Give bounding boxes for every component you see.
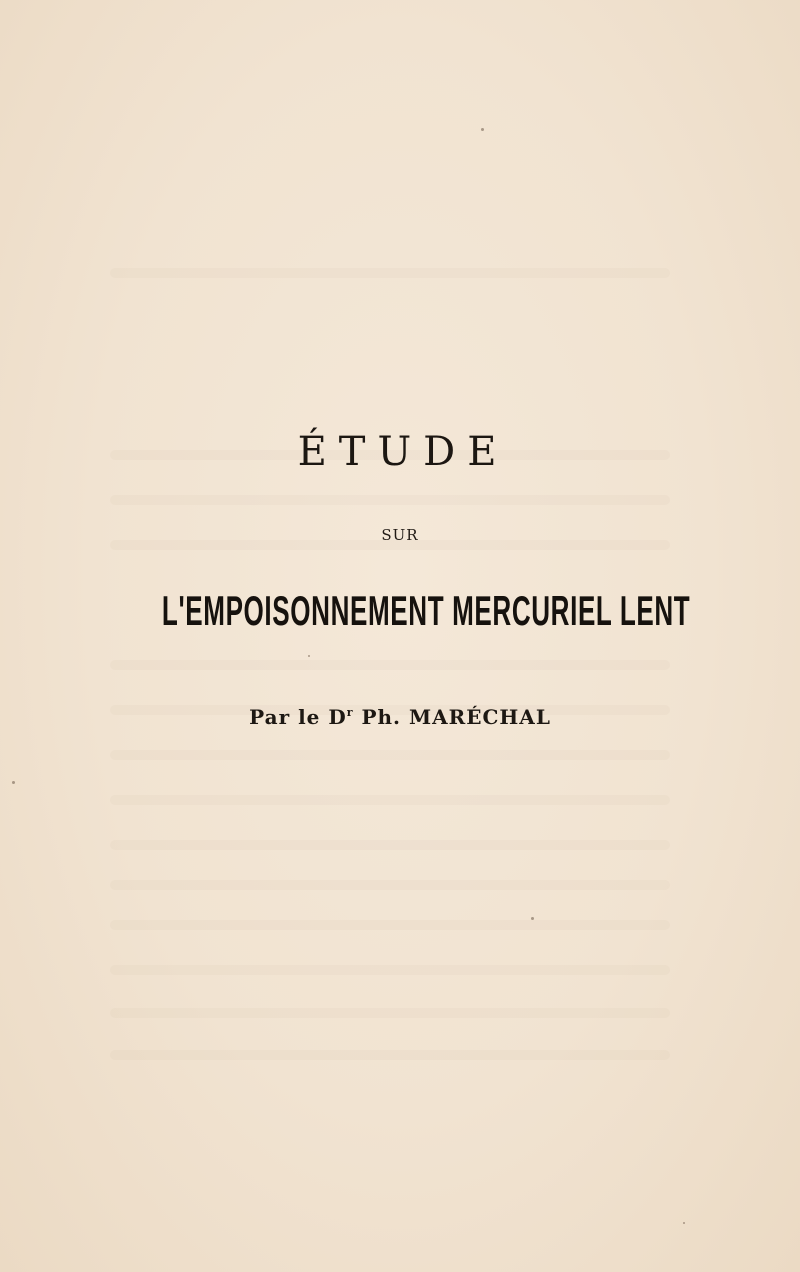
author-prefix: Par le D (249, 705, 347, 729)
show-through-line (110, 1008, 670, 1018)
paper-speck (531, 917, 534, 920)
title-etude: ÉTUDE (297, 429, 509, 475)
show-through-line (110, 795, 670, 805)
show-through-line (110, 965, 670, 975)
title-main (0, 587, 800, 634)
show-through-line (110, 920, 670, 930)
title-main-text: L'EMPOISONNEMENT MERCURIEL LENT (161, 587, 691, 634)
paper-speck (308, 655, 310, 657)
paper-speck (12, 781, 15, 784)
show-through-line (110, 840, 670, 850)
show-through-line (110, 495, 670, 505)
show-through-line (110, 268, 670, 278)
paper-speck (481, 128, 484, 131)
author-line (0, 707, 800, 727)
show-through-line (110, 660, 670, 670)
show-through-line (110, 880, 670, 890)
show-through-line (110, 1050, 670, 1060)
author-name: Ph. MARÉCHAL (353, 705, 551, 729)
title-sur: SUR (381, 526, 419, 544)
show-through-line (110, 750, 670, 760)
paper-speck (683, 1222, 685, 1224)
author-title-sup: r (346, 706, 354, 719)
